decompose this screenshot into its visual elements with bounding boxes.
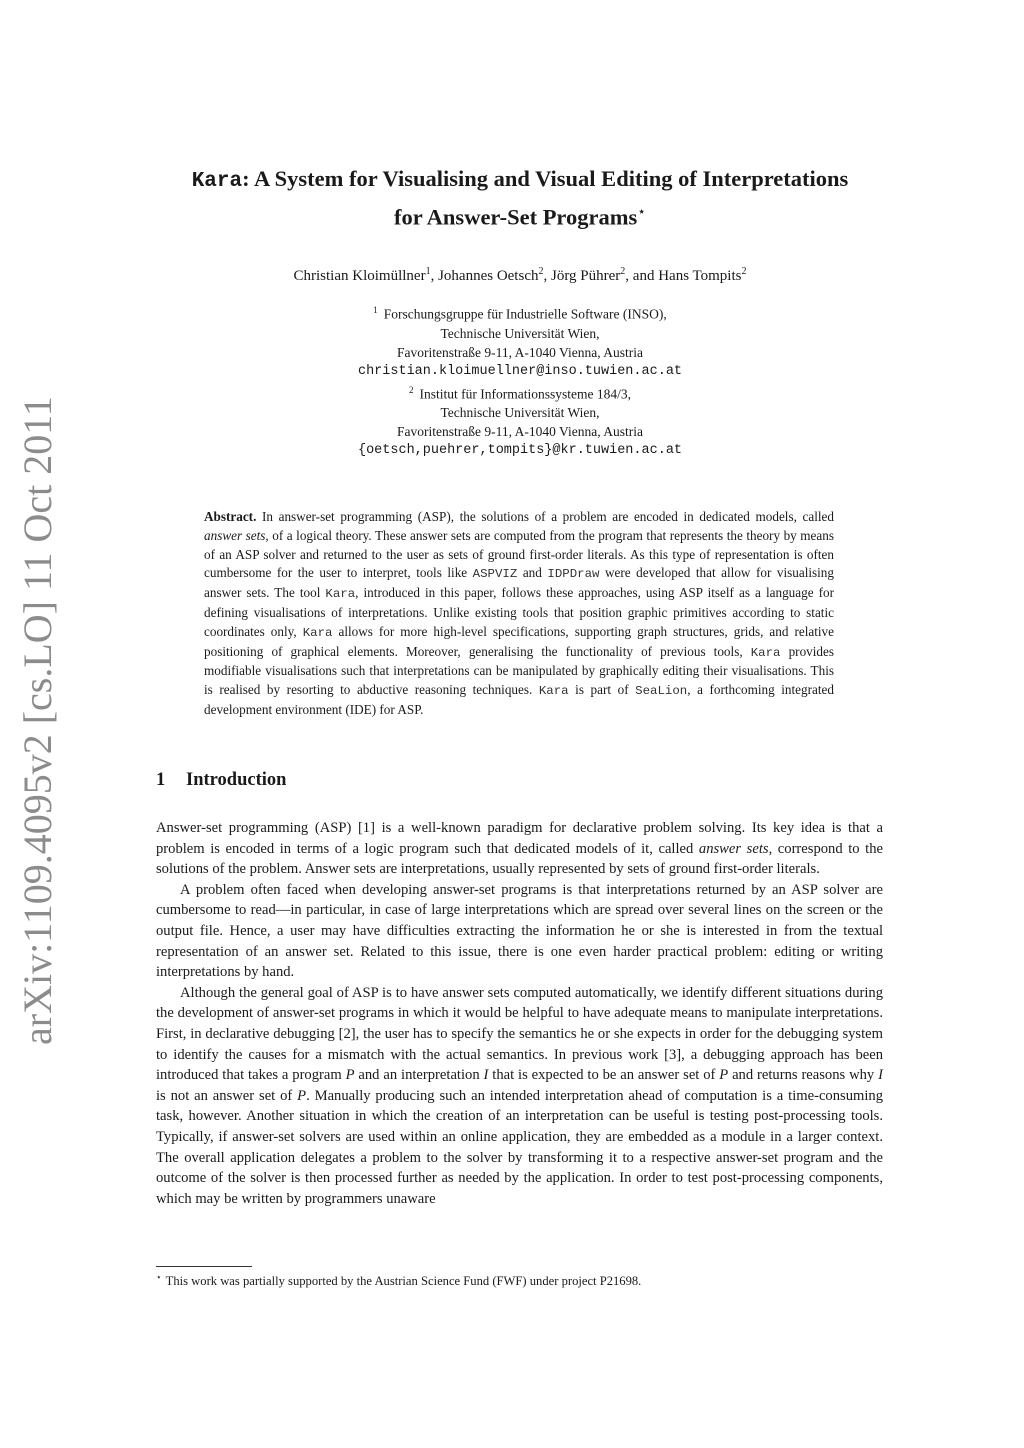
math-variable: P [345,1067,355,1084]
abstract-text: In answer-set programming (ASP), the solutions of a problem are encoded in dedicated models, called [256,509,834,524]
author-name: Jörg Pührer [550,268,621,284]
arxiv-identifier: arXiv:1109.4095v2 [cs.LO] 11 Oct 2011 [15,396,60,1045]
abstract-text: were developed that allow for visualising answer sets. The tool [204,565,834,601]
footnote-rule [156,1266,252,1267]
paragraph-text: Answer-set programming (ASP) [1] is a well-known paradigm for declarative problem solving. Its key idea is that a problem is encoded in terms of a logic program such that dedicated models of it, called [156,820,883,857]
section-heading [156,770,286,791]
math-variable: P [297,1087,307,1104]
abstract-text: and [517,565,548,581]
tool-name-idpdraw: IDPDraw [547,567,600,582]
math-variable: I [878,1067,883,1084]
footnote-mark: ⋆ [156,1272,162,1282]
section-number: 1 [156,770,166,790]
affiliation-email[interactable]: {oetsch,puehrer,tompits}@kr.tuwien.ac.at [357,443,683,458]
affiliations [220,301,820,460]
author-list [120,262,920,286]
author-separator: , [430,268,439,284]
paragraph-text: and an interpretation [354,1067,484,1084]
abstract-label: Abstract. [204,509,257,524]
affiliation-line: Favoritenstraße 9-11, A-1040 Vienna, Austria [397,344,643,360]
affiliation-text: Forschungsgruppe für Industrielle Software (INSO), [383,306,667,322]
author-affiliation-mark: 2 [741,266,747,277]
title-footnote-mark: ⋆ [637,205,647,220]
paragraph-text: Although the general goal of ASP is to have answer sets computed automatically, we identify different situations during the development of answer-set programs in which it would be helpful to have adequate means to manipulate interpretations. First, in declarative debugging [2], the user has to specify the semantics he or she expects in order for the debugging system to identify the causes for a mismatch with the actual semantics. In previous work [3], a debugging approach has been introduced that takes a program [156,984,883,1084]
paragraph-text: that is expected to be an answer set of [488,1067,720,1084]
abstract-text: , of a logical theory. These answer sets are computed from the program that represents the theory by means of an ASP solver and returned to the user as sets of ground first-order literals. As this type of representation is often cumbersome for the user to interpret, tools like [204,527,834,581]
paragraph-text: and returns reasons why [728,1067,879,1084]
author-affiliation-mark: 2 [538,266,544,277]
tool-name-aspviz: ASPVIZ [472,567,518,582]
paper-title [120,163,920,233]
tool-name-kara: Kara [325,587,356,602]
paragraph-text: , correspond to the solutions of the problem. Answer sets are interpretations, usually represented by sets of ground first-order literals. [156,840,883,878]
paragraph-text: is not an answer set of [156,1087,298,1104]
author-name: Christian Kloimüllner [293,268,426,284]
title-line2: for Answer-Set Programs [393,204,638,230]
author-name: Johannes Oetsch [438,268,539,284]
abstract [204,508,834,720]
abstract-text: provides modifiable visualisations such that interpretations can be manipulated by graphically editing their visualisations. This is realised by resorting to abductive reasoning techniques. [204,643,835,698]
paragraph-text: . Manually producing such an intended interpretation ahead of computation is a time-consuming task, however. Another situation in which the creation of an interpretation can be useful is testing post-processing tools. Typically, if answer-set solvers are used within an online application, they are embedded as a module in a larger context. The overall application delegates a problem to the solver by transforming it to a respective answer-set program and the outcome of the solver is then processed further as needed by the application. In order to test post-processing components, which may be written by programmers unaware [156,1087,883,1207]
footnote-text: This work was partially supported by the Austrian Science Fund (FWF) under project P21698. [165,1274,642,1289]
author-separator: , and [625,268,659,284]
affiliation-line: Technische Universität Wien, [440,325,600,341]
author-separator: , [543,268,551,284]
abstract-text: is part of [568,682,636,698]
abstract-text: allows for more high-level specifications, supporting graph structures, grids, and relative positioning of graphical elements. Moreover, generalising the functionality of previous tools, [204,623,834,659]
title-tool-name: Kara [191,170,243,193]
footnote [156,1269,641,1289]
tool-name-kara: Kara [538,684,569,699]
abstract-text: , a forthcoming integrated development environment (IDE) for ASP. [204,682,834,717]
section-title: Introduction [186,770,287,790]
abstract-text: , introduced in this paper, follows these approaches, using ASP itself as a language for defining visualisations of interpretations. Unlike existing tools that position graphic primitives according to static coordinates only, [204,585,834,639]
affiliation-mark: 2 [409,384,414,395]
emphasis: answer sets [698,840,769,857]
math-variable: P [719,1067,729,1084]
affiliation-line: Technische Universität Wien, [440,405,600,420]
affiliation-email[interactable]: christian.kloimuellner@inso.tuwien.ac.at [357,363,683,379]
affiliation-line [220,381,820,404]
tool-name-kara: Kara [302,625,333,640]
affiliation-line [220,301,820,324]
abstract-emphasis: answer sets [204,527,266,543]
title-line1: : A System for Visualising and Visual Editing of Interpretations [242,166,849,191]
paragraph: A problem often faced when developing answer-set programs is that interpretations returned by an ASP solver are cumbersome to read—in particular, in case of large interpretations which are spread over several lines on the screen or the output file. Hence, a user may have difficulties extracting the information he or she is interested in from the textual representation of an answer set. Related to this issue, there is one even harder practical problem: editing or writing interpretations by hand. [156,881,883,981]
author-affiliation-mark: 2 [620,266,626,277]
tool-name-sealion: SeaLion [635,684,688,699]
affiliation-line: Favoritenstraße 9-11, A-1040 Vienna, Austria [397,424,643,439]
body-text [156,818,883,1209]
paragraph [156,983,883,1210]
author-name: Hans Tompits [658,268,742,284]
tool-name-kara: Kara [750,645,781,660]
author-affiliation-mark: 1 [425,266,431,277]
math-variable: I [483,1067,489,1084]
affiliation-mark: 1 [373,305,378,315]
paragraph [156,818,883,880]
affiliation-text: Institut für Informationssysteme 184/3, [419,386,631,401]
